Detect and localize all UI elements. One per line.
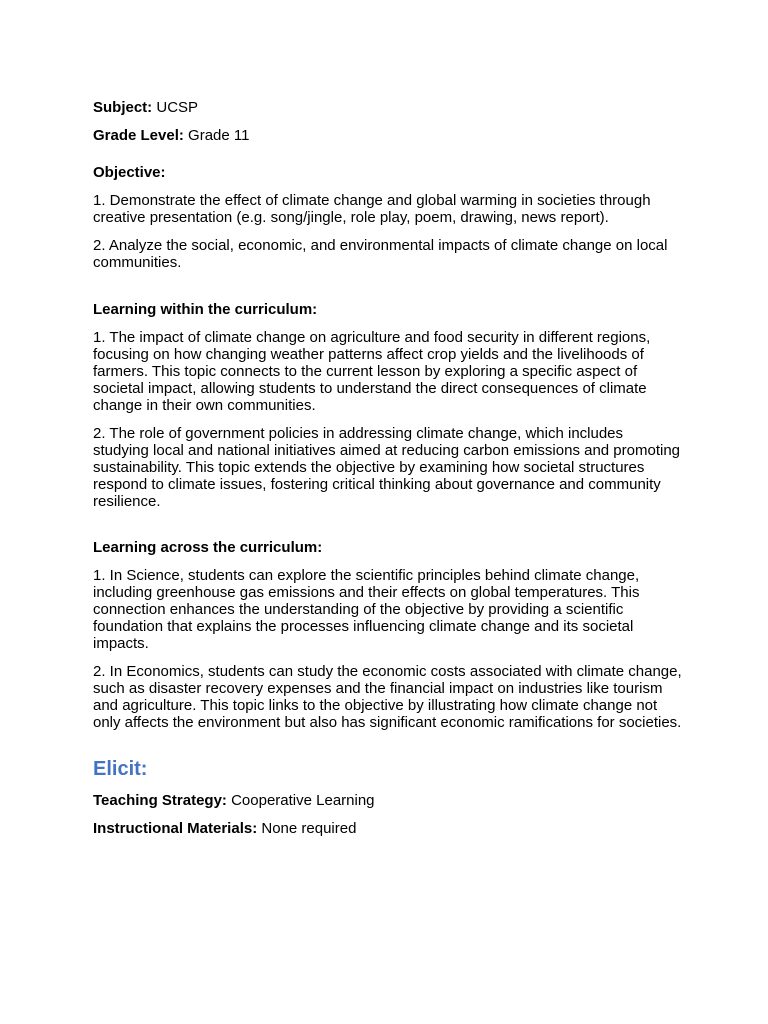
within-curriculum-heading: Learning within the curriculum: — [93, 301, 318, 318]
across-curriculum-item-1: 1. In Science, students can explore the scientific principles behind climate change, including greenhouse gas emissions and their effects on global temperatures. This connection enhances the understanding of the objective by providing a scientific foundation that explains the processes influencing climate change and its societal impacts. — [93, 567, 640, 652]
across-curriculum-item-2: 2. In Economics, students can study the economic costs associated with climate change, such as disaster recovery expenses and the financial impact on industries like tourism and agriculture. This topic links to the objective by illustrating how climate change not only affects the environment but also has significant economic ramifications for societies. — [93, 663, 682, 731]
instructional-materials-line — [93, 820, 683, 837]
grade-level-line — [93, 127, 683, 144]
teaching-strategy-label: Teaching Strategy: — [93, 792, 227, 809]
instructional-materials-label: Instructional Materials: — [93, 820, 258, 837]
objective-heading: Objective: — [93, 164, 166, 181]
subject-value: UCSP — [156, 99, 199, 116]
within-curriculum-item-2: 2. The role of government policies in addressing climate change, which includes studying local and national initiatives aimed at reducing carbon emissions and promoting sustainability. This topic extends the objective by examining how societal structures respond to climate issues, fostering critical thinking about governance and community resilience. — [93, 425, 681, 510]
across-curriculum-heading: Learning across the curriculum: — [93, 539, 323, 556]
teaching-strategy-value: Cooperative Learning — [231, 792, 375, 809]
objective-item-2: 2. Analyze the social, economic, and environmental impacts of climate change on local communities. — [93, 237, 668, 271]
teaching-strategy-line — [93, 792, 683, 809]
objective-item-1: 1. Demonstrate the effect of climate change and global warming in societies through creative presentation (e.g. song/jingle, role play, poem, drawing, news report). — [93, 192, 651, 226]
subject-label: Subject: — [93, 99, 153, 116]
grade-level-label: Grade Level: — [93, 127, 184, 144]
document-page — [93, 99, 683, 848]
instructional-materials-value: None required — [261, 820, 357, 837]
grade-level-value: Grade 11 — [188, 127, 250, 144]
within-curriculum-item-1: 1. The impact of climate change on agriculture and food security in different regions, focusing on how changing weather patterns affect crop yields and the livelihoods of farmers. This topic connects to the current lesson by exploring a specific aspect of societal impact, allowing students to understand the direct consequences of climate change in their own communities. — [93, 329, 651, 414]
subject-line — [93, 99, 683, 116]
elicit-heading: Elicit: — [93, 758, 148, 780]
